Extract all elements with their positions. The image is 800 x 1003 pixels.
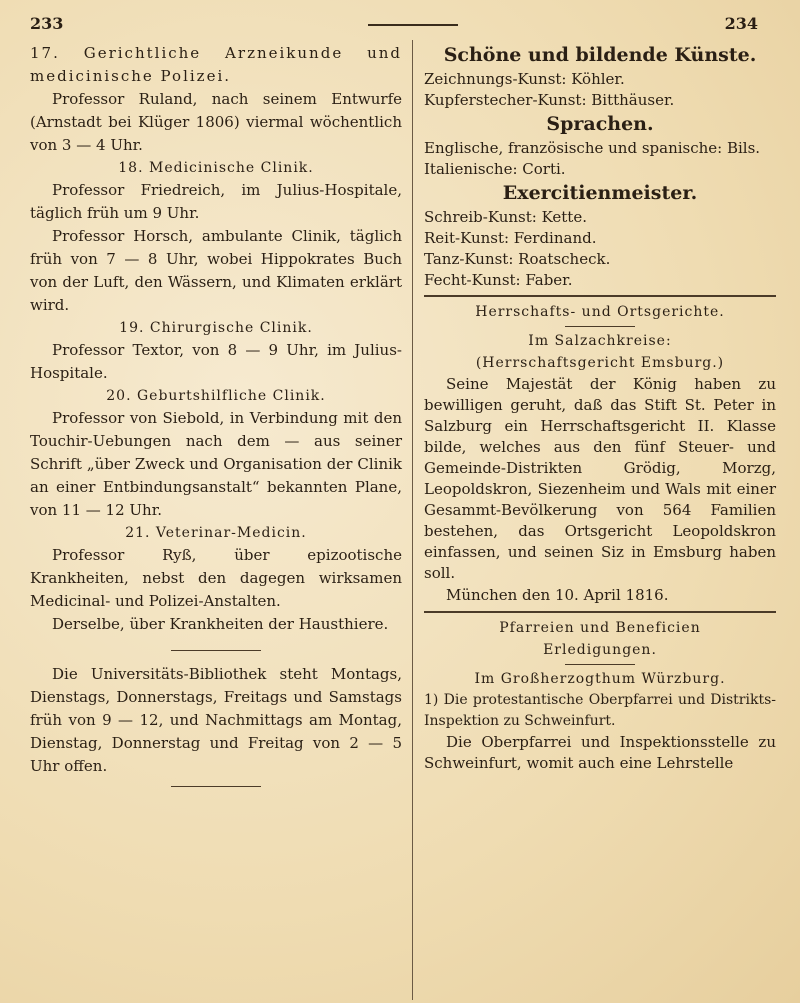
entry-21-title: 21. Veterinar-Medicin.: [125, 525, 307, 541]
entry-19-text: Professor Textor, von 8 — 9 Uhr, im Julius-Hospitale.: [30, 341, 402, 382]
column-divider: [412, 40, 413, 1000]
parish-rule: [565, 664, 635, 665]
page-number-left: 233: [30, 14, 64, 33]
parish-heading: Pfarreien und Beneficien: [499, 620, 701, 636]
languages-line-2: Italienische: Corti.: [424, 160, 566, 178]
entry-20-text: Professor von Siebold, in Verbindung mit den Touchir-Uebungen nach dem — aus seiner Schrift „über Zweck und Organisation der Clinik an einer Entbindungsanstalt“ bekannten Plane, von 11 — 12 Uhr.: [30, 409, 402, 519]
entry-21-text-1: Professor Ryß, über epizootische Krankheiten, nebst den dagegen wirksamen Medicinal- und Polizei-Anstalten.: [30, 546, 402, 610]
exercise-line-1: Schreib-Kunst: Kette.: [424, 208, 587, 226]
parish-heading-2: Erledigungen.: [543, 642, 657, 658]
entry-18-text-2: Professor Horsch, ambulante Clinik, täglich früh von 7 — 8 Uhr, wobei Hippokrates Buch von der Luft, den Wässern, und Klimaten erklärt wird.: [30, 227, 402, 314]
exercise-line-2: Reit-Kunst: Ferdinand.: [424, 229, 597, 247]
entry-17-text: Professor Ruland, nach seinem Entwurfe (Arnstadt bei Klüger 1806) viermal wöchentlich von 3 — 4 Uhr.: [30, 90, 402, 154]
court-rule: [565, 326, 635, 327]
section-rule-right-1: [424, 295, 776, 297]
section-rule: [171, 650, 261, 651]
library-hours: Die Universitäts-Bibliothek steht Montags, Dienstags, Donnerstags, Freitags und Samstags früh von 9 — 12, und Nachmittags am Montag, Dienstag, Donnerstag und Freitag von 2 — 5 Uhr offen.: [30, 665, 402, 775]
header-rule: [368, 24, 458, 26]
parish-item-2: Die Oberpfarrei und Inspektionsstelle zu Schweinfurt, womit auch eine Lehrstelle: [424, 733, 776, 772]
entry-19-title: 19. Chirurgische Clinik.: [119, 320, 313, 336]
entry-18-text-1: Professor Friedreich, im Julius-Hospitale, täglich früh um 9 Uhr.: [30, 181, 402, 222]
languages-line-1: Englische, französische und spanische: Bils.: [424, 139, 761, 157]
entry-17-title: 17. Gerichtliche Arzneikunde und medicinische Polizei.: [30, 44, 402, 85]
page-number-right: 234: [724, 14, 758, 33]
entry-21-text-2: Derselbe, über Krankheiten der Hausthiere.: [52, 615, 389, 633]
parish-subheading: Im Großherzogthum Würzburg.: [474, 671, 726, 687]
section-rule-right-2: [424, 611, 776, 613]
court-date: München den 10. April 1816.: [446, 586, 669, 604]
arts-heading: Schöne und bildende Künste.: [443, 44, 757, 66]
exercise-line-3: Tanz-Kunst: Roatscheck.: [424, 250, 611, 268]
end-rule: [171, 786, 261, 787]
court-text: Seine Majestät der König haben zu bewilligen geruht, daß das Stift St. Peter in Salzburg ein Herrschaftsgericht II. Klasse bilde, welches aus den fünf Steuer- und Gemeinde-Distrikten Grödig, Morzg, Leopoldskron, Siezenheim und Wals mit einer Gesammt-Bevölkerung von 564 Familien bestehen, das Ortsgericht Leopoldskron einfassen, und seinen Siz in Emsburg haben soll.: [424, 375, 776, 582]
arts-line-2: Kupferstecher-Kunst: Bitthäuser.: [424, 91, 675, 109]
arts-line-1: Zeichnungs-Kunst: Köhler.: [424, 70, 625, 88]
parish-item-1: 1) Die protestantische Oberpfarrei und Distrikts-Inspektion zu Schweinfurt.: [424, 692, 776, 729]
left-column: [30, 42, 402, 787]
exercise-masters-heading: Exercitienmeister.: [502, 182, 698, 204]
court-heading: Herrschafts- und Ortsgerichte.: [475, 304, 725, 320]
court-subheading: Im Salzachkreise:: [528, 333, 672, 349]
right-column: [424, 42, 776, 774]
languages-heading: Sprachen.: [546, 113, 654, 135]
court-subheading-2: (Herrschaftsgericht Emsburg.): [475, 355, 725, 371]
entry-20-title: 20. Geburtshilfliche Clinik.: [106, 388, 326, 404]
exercise-line-4: Fecht-Kunst: Faber.: [424, 271, 573, 289]
entry-18-title: 18. Medicinische Clinik.: [118, 160, 314, 176]
